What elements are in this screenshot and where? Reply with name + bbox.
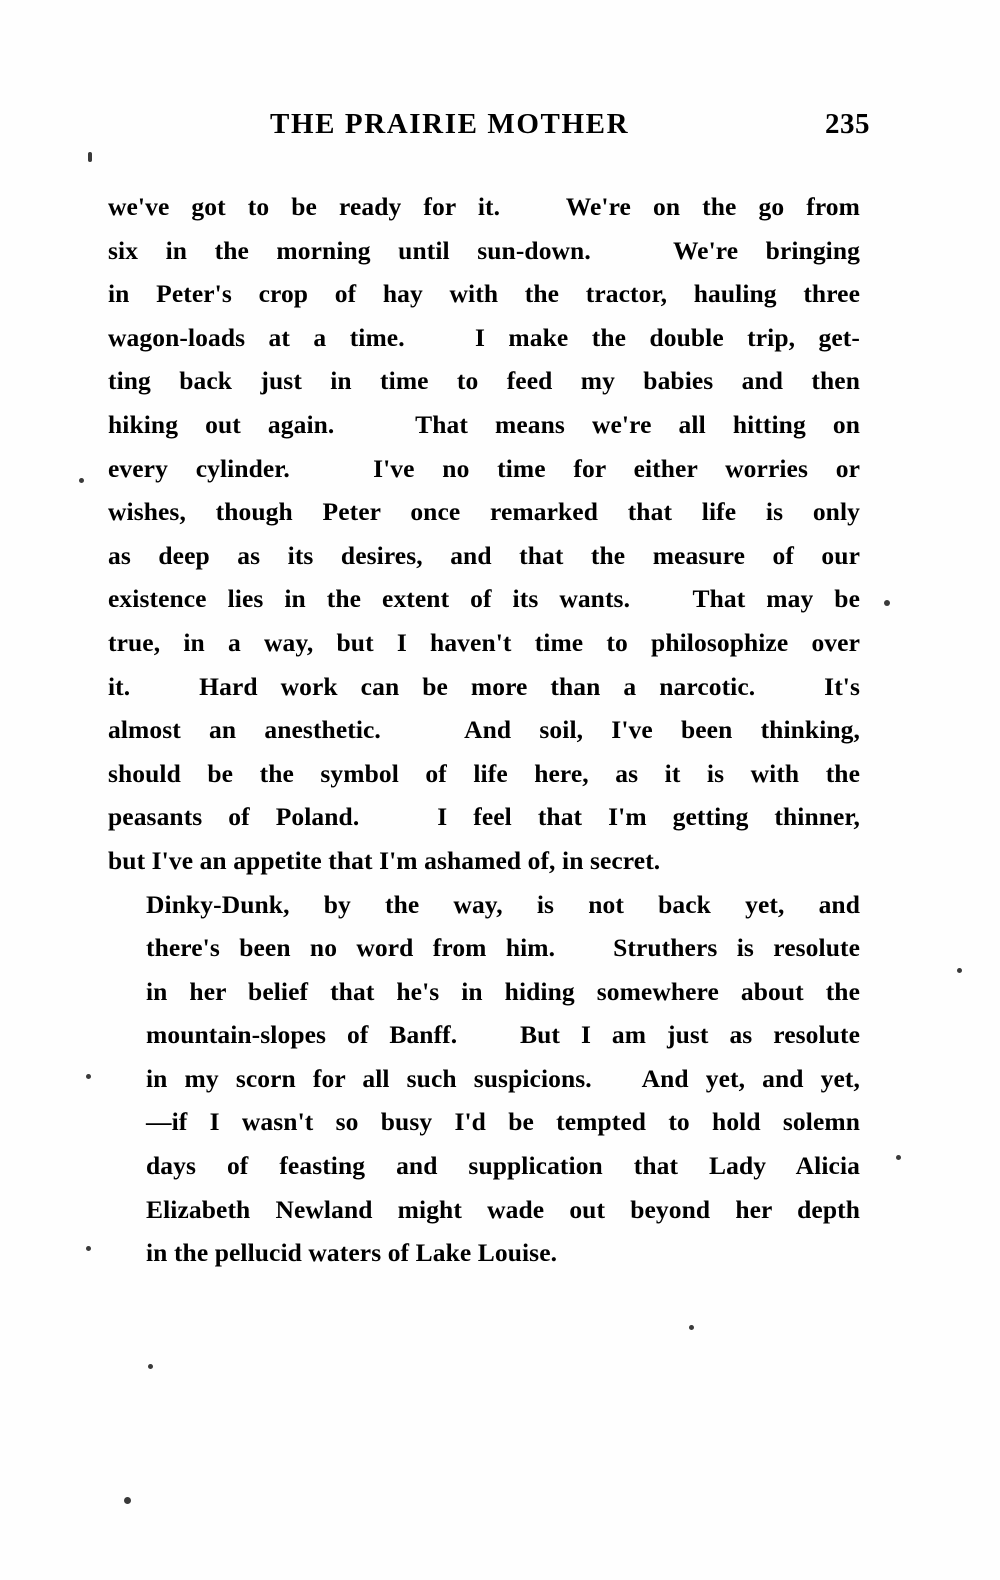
- scan-speck: [957, 968, 962, 973]
- scan-speck: [86, 1074, 91, 1079]
- text-line: days of feasting and supplication that Lady Alicia: [146, 1151, 860, 1181]
- text-line: as deep as its desires, and that the measure of our: [108, 540, 860, 570]
- text-line: should be the symbol of life here, as it is with the: [108, 758, 860, 788]
- scan-speck: [124, 1497, 131, 1504]
- text-line: in Peter's crop of hay with the tractor, hauling three: [108, 279, 860, 309]
- text-line: almost an anesthetic. And soil, I've been thinking,: [108, 715, 860, 745]
- page-header: [110, 108, 870, 148]
- text-line: six in the morning until sun-down. We're bringing: [108, 235, 860, 265]
- text-line: there's been no word from him. Struthers is resolute: [146, 933, 860, 963]
- text-line: hiking out again. That means we're all hitting on: [108, 409, 860, 439]
- text-line: we've got to be ready for it. We're on the go from: [108, 192, 860, 221]
- text-line: wishes, though Peter once remarked that life is only: [108, 497, 860, 527]
- text-line: but I've an appetite that I'm ashamed of, in secret.: [108, 845, 661, 875]
- text-line: wagon-loads at a time. I make the double trip, get-: [108, 322, 860, 352]
- page-number: 235: [825, 108, 870, 140]
- text-line: existence lies in the extent of its wants. That may be: [108, 584, 860, 614]
- running-head: THE PRAIRIE MOTHER: [270, 108, 630, 140]
- scan-speck: [79, 478, 84, 483]
- scan-speck: [86, 1246, 91, 1251]
- paragraph-2: [108, 883, 860, 1275]
- page-body: [108, 185, 860, 1275]
- scan-speck: [148, 1364, 153, 1369]
- text-line: peasants of Poland. I feel that I'm getting thinner,: [108, 802, 860, 832]
- scan-speck: [896, 1155, 901, 1160]
- scan-speck: [884, 600, 890, 606]
- text-line: mountain-slopes of Banff. But I am just as resolute: [146, 1020, 860, 1050]
- text-line: Elizabeth Newland might wade out beyond her depth: [146, 1194, 860, 1224]
- text-line: every cylinder. I've no time for either worries or: [108, 453, 860, 483]
- text-line: true, in a way, but I haven't time to philosophize over: [108, 627, 860, 657]
- text-line: in my scorn for all such suspicions. And yet, and yet,: [146, 1063, 860, 1093]
- text-line: in her belief that he's in hiding somewhere about the: [146, 976, 860, 1006]
- paragraph-1: [108, 185, 860, 883]
- scan-speck: [88, 152, 92, 162]
- text-line: ting back just in time to feed my babies and then: [108, 366, 860, 396]
- text-line: —if I wasn't so busy I'd be tempted to hold solemn: [146, 1107, 860, 1137]
- text-line: Dinky-Dunk, by the way, is not back yet, and: [146, 889, 860, 919]
- text-line: in the pellucid waters of Lake Louise.: [146, 1238, 558, 1268]
- scan-speck: [689, 1325, 694, 1330]
- text-line: it. Hard work can be more than a narcotic. It's: [108, 671, 860, 701]
